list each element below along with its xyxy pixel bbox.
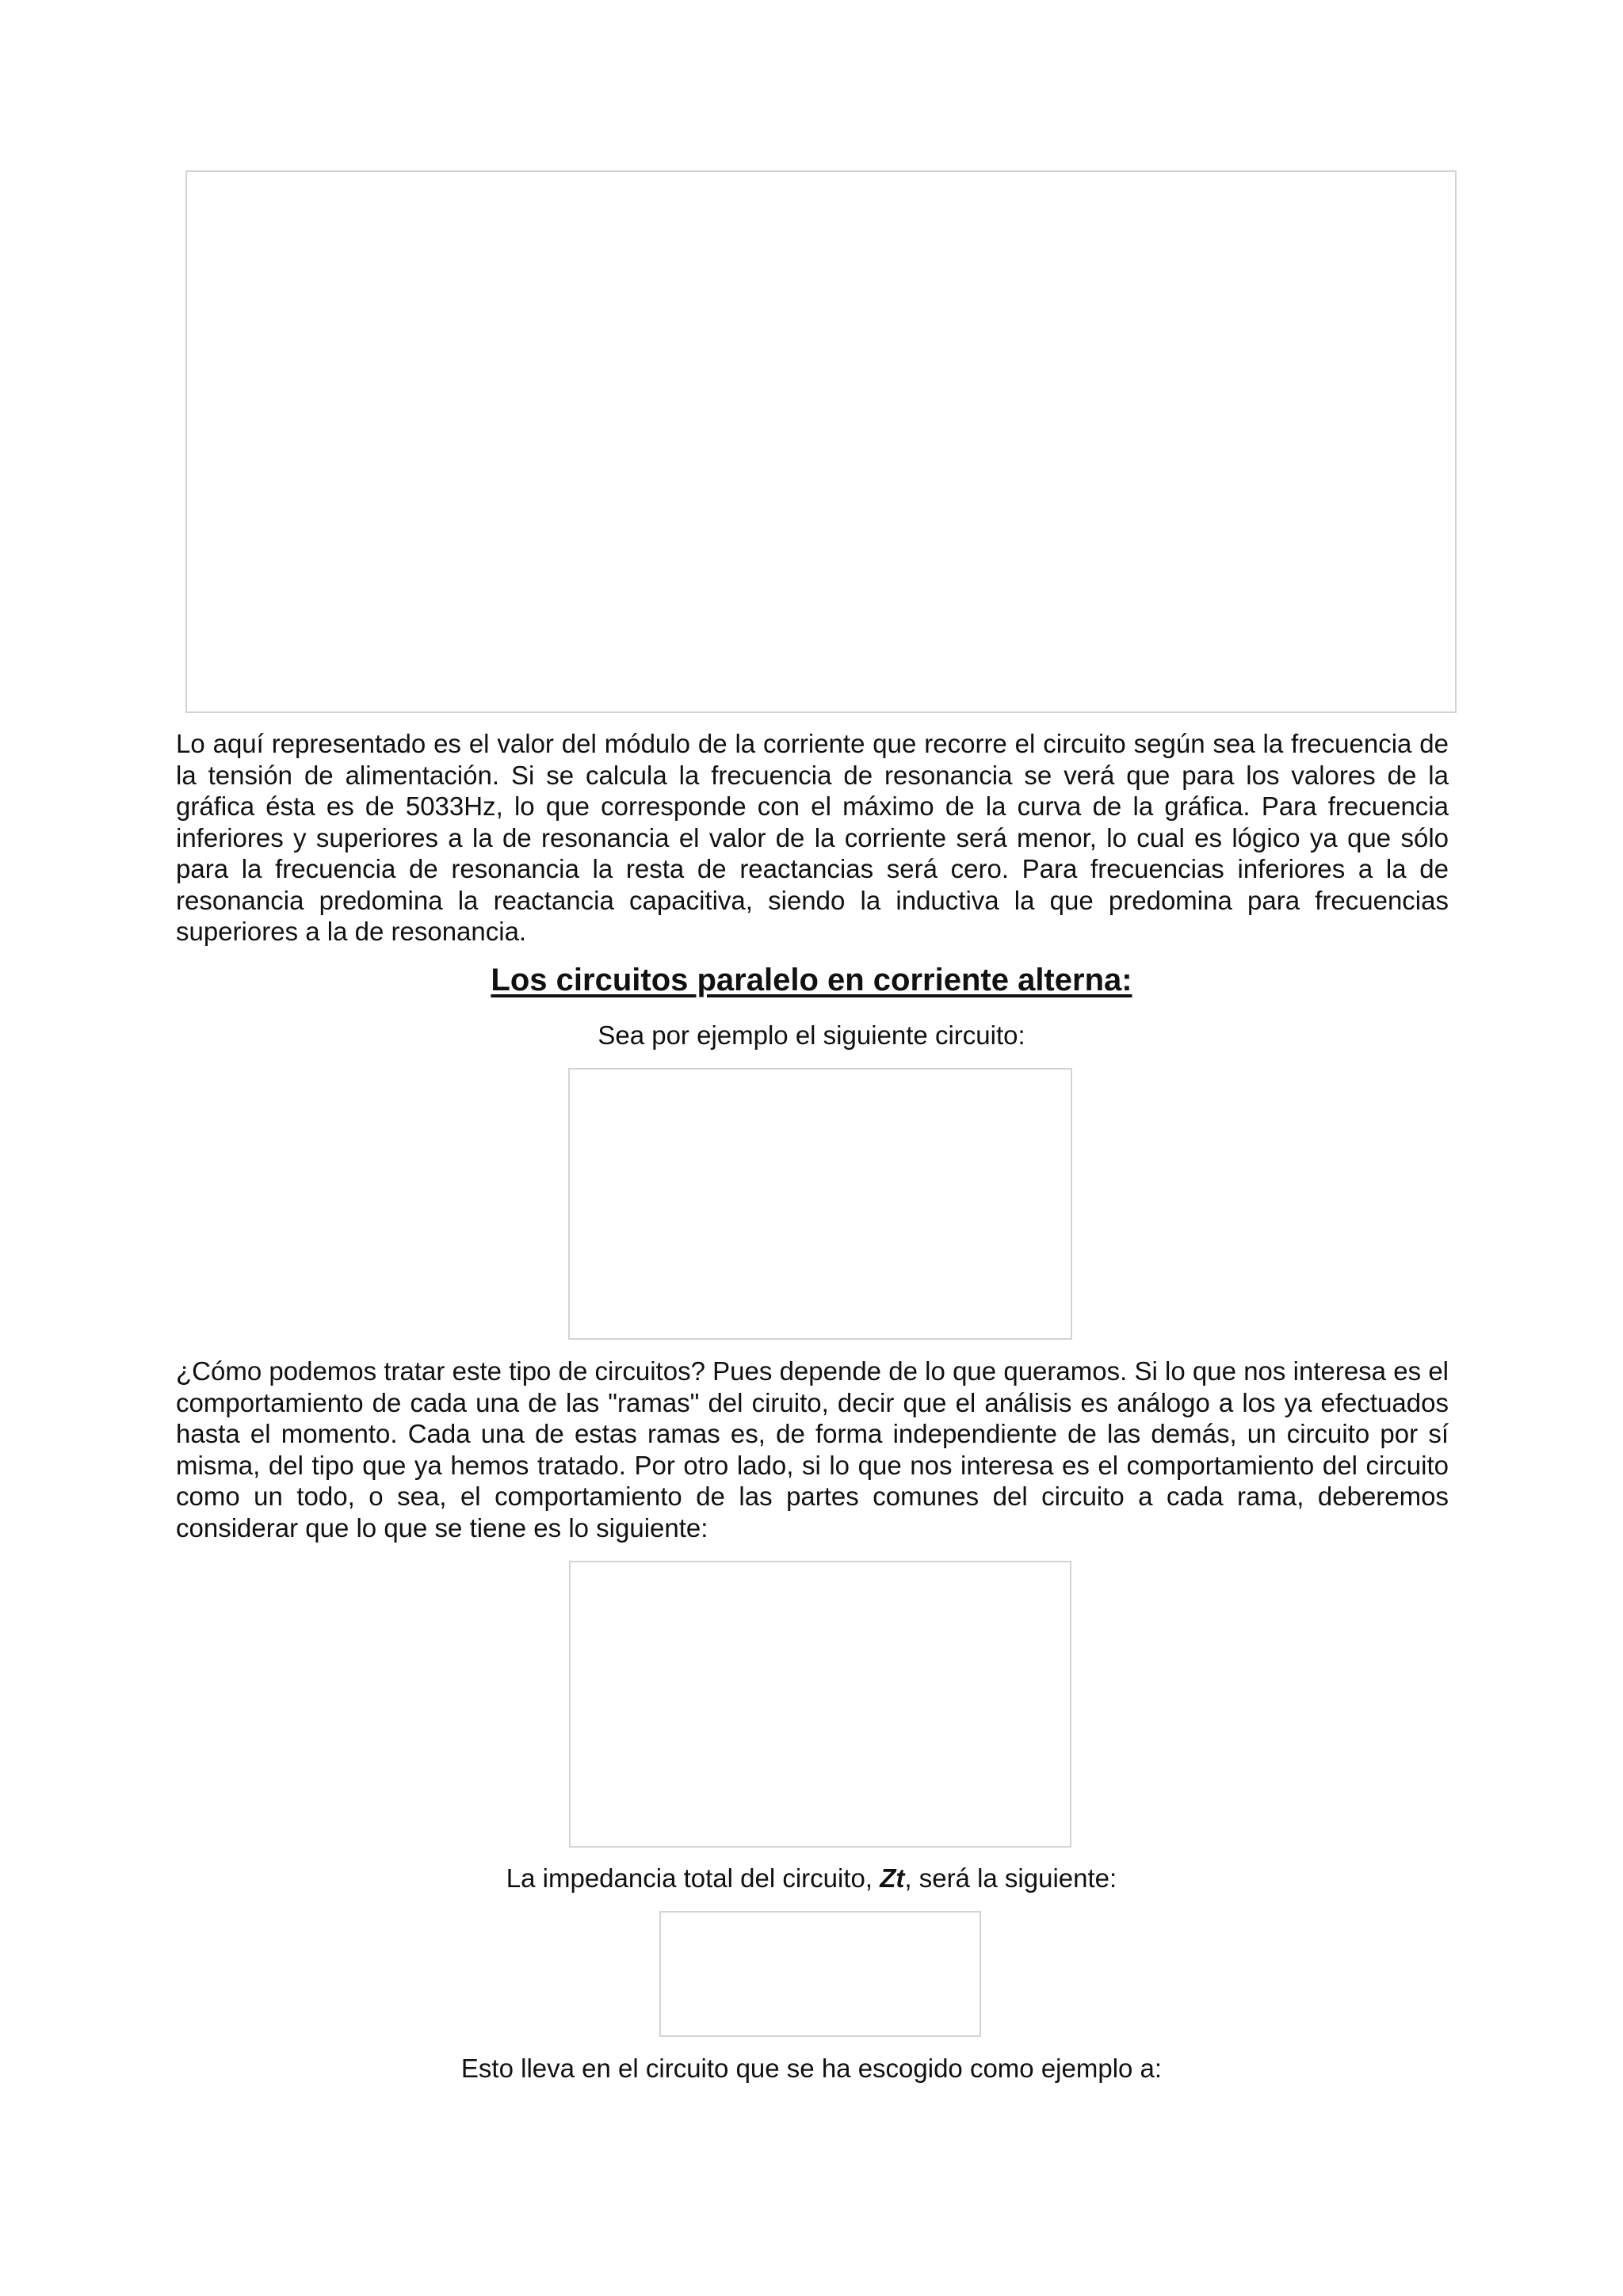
paragraph-parallel-analysis: ¿Cómo podemos tratar este tipo de circuitos? Pues depende de lo que queramos. Si lo que nos interesa es el comportamiento de cada una de las "ramas" del ciruito, decir que el análisis es análogo a los ya efectuados hasta el momento. Cada una de estas ramas es, de forma independiente de las demás, un circuito por sí misma, del tipo que ya hemos tratado. Por otro lado, si lo que nos interesa es el comportamiento del circuito como un todo, o sea, el comportamiento de las partes comunes del circuito a cada rama, deberemos considerar que lo que se tiene es lo siguiente:: [176, 1356, 1449, 1543]
impedance-caption-prefix: La impedancia total del circuito,: [506, 1863, 880, 1893]
equivalent-circuit-figure: [569, 1561, 1071, 1848]
paragraph-resonance-explanation: Lo aquí representado es el valor del módulo de la corriente que recorre el circuito según sea la frecuencia de la tensión de alimentación. Si se calcula la frecuencia de resonancia se verá que para los valores de la gráfica ésta es de 5033Hz, lo que corresponde con el máximo de la curva de la gráfica. Para frecuencia inferiores y superiores a la de resonancia el valor de la corriente será menor, lo cual es lógico ya que sólo para la frecuencia de resonancia la resta de reactancias será cero. Para frecuencias inferiores a la de resonancia predomina la reactancia capacitiva, siendo la inductiva la que predomina para frecuencias superiores a la de resonancia.: [176, 729, 1449, 946]
impedance-caption-suffix: , será la siguiente:: [904, 1863, 1117, 1893]
impedance-symbol: Zt: [880, 1863, 905, 1893]
final-caption: Esto lleva en el circuito que se ha escogido como ejemplo a:: [460, 2054, 1163, 2083]
current-frequency-graph: [185, 170, 1457, 713]
impedance-caption: [0, 1863, 1623, 1894]
example-intro-caption: Sea por ejemplo el siguiente circuito:: [598, 1020, 1025, 1050]
parallel-circuit-figure: [568, 1068, 1072, 1340]
impedance-formula-figure: [659, 1911, 981, 2037]
section-heading: Los circuitos paralelo en corriente alterna:: [491, 963, 1132, 997]
